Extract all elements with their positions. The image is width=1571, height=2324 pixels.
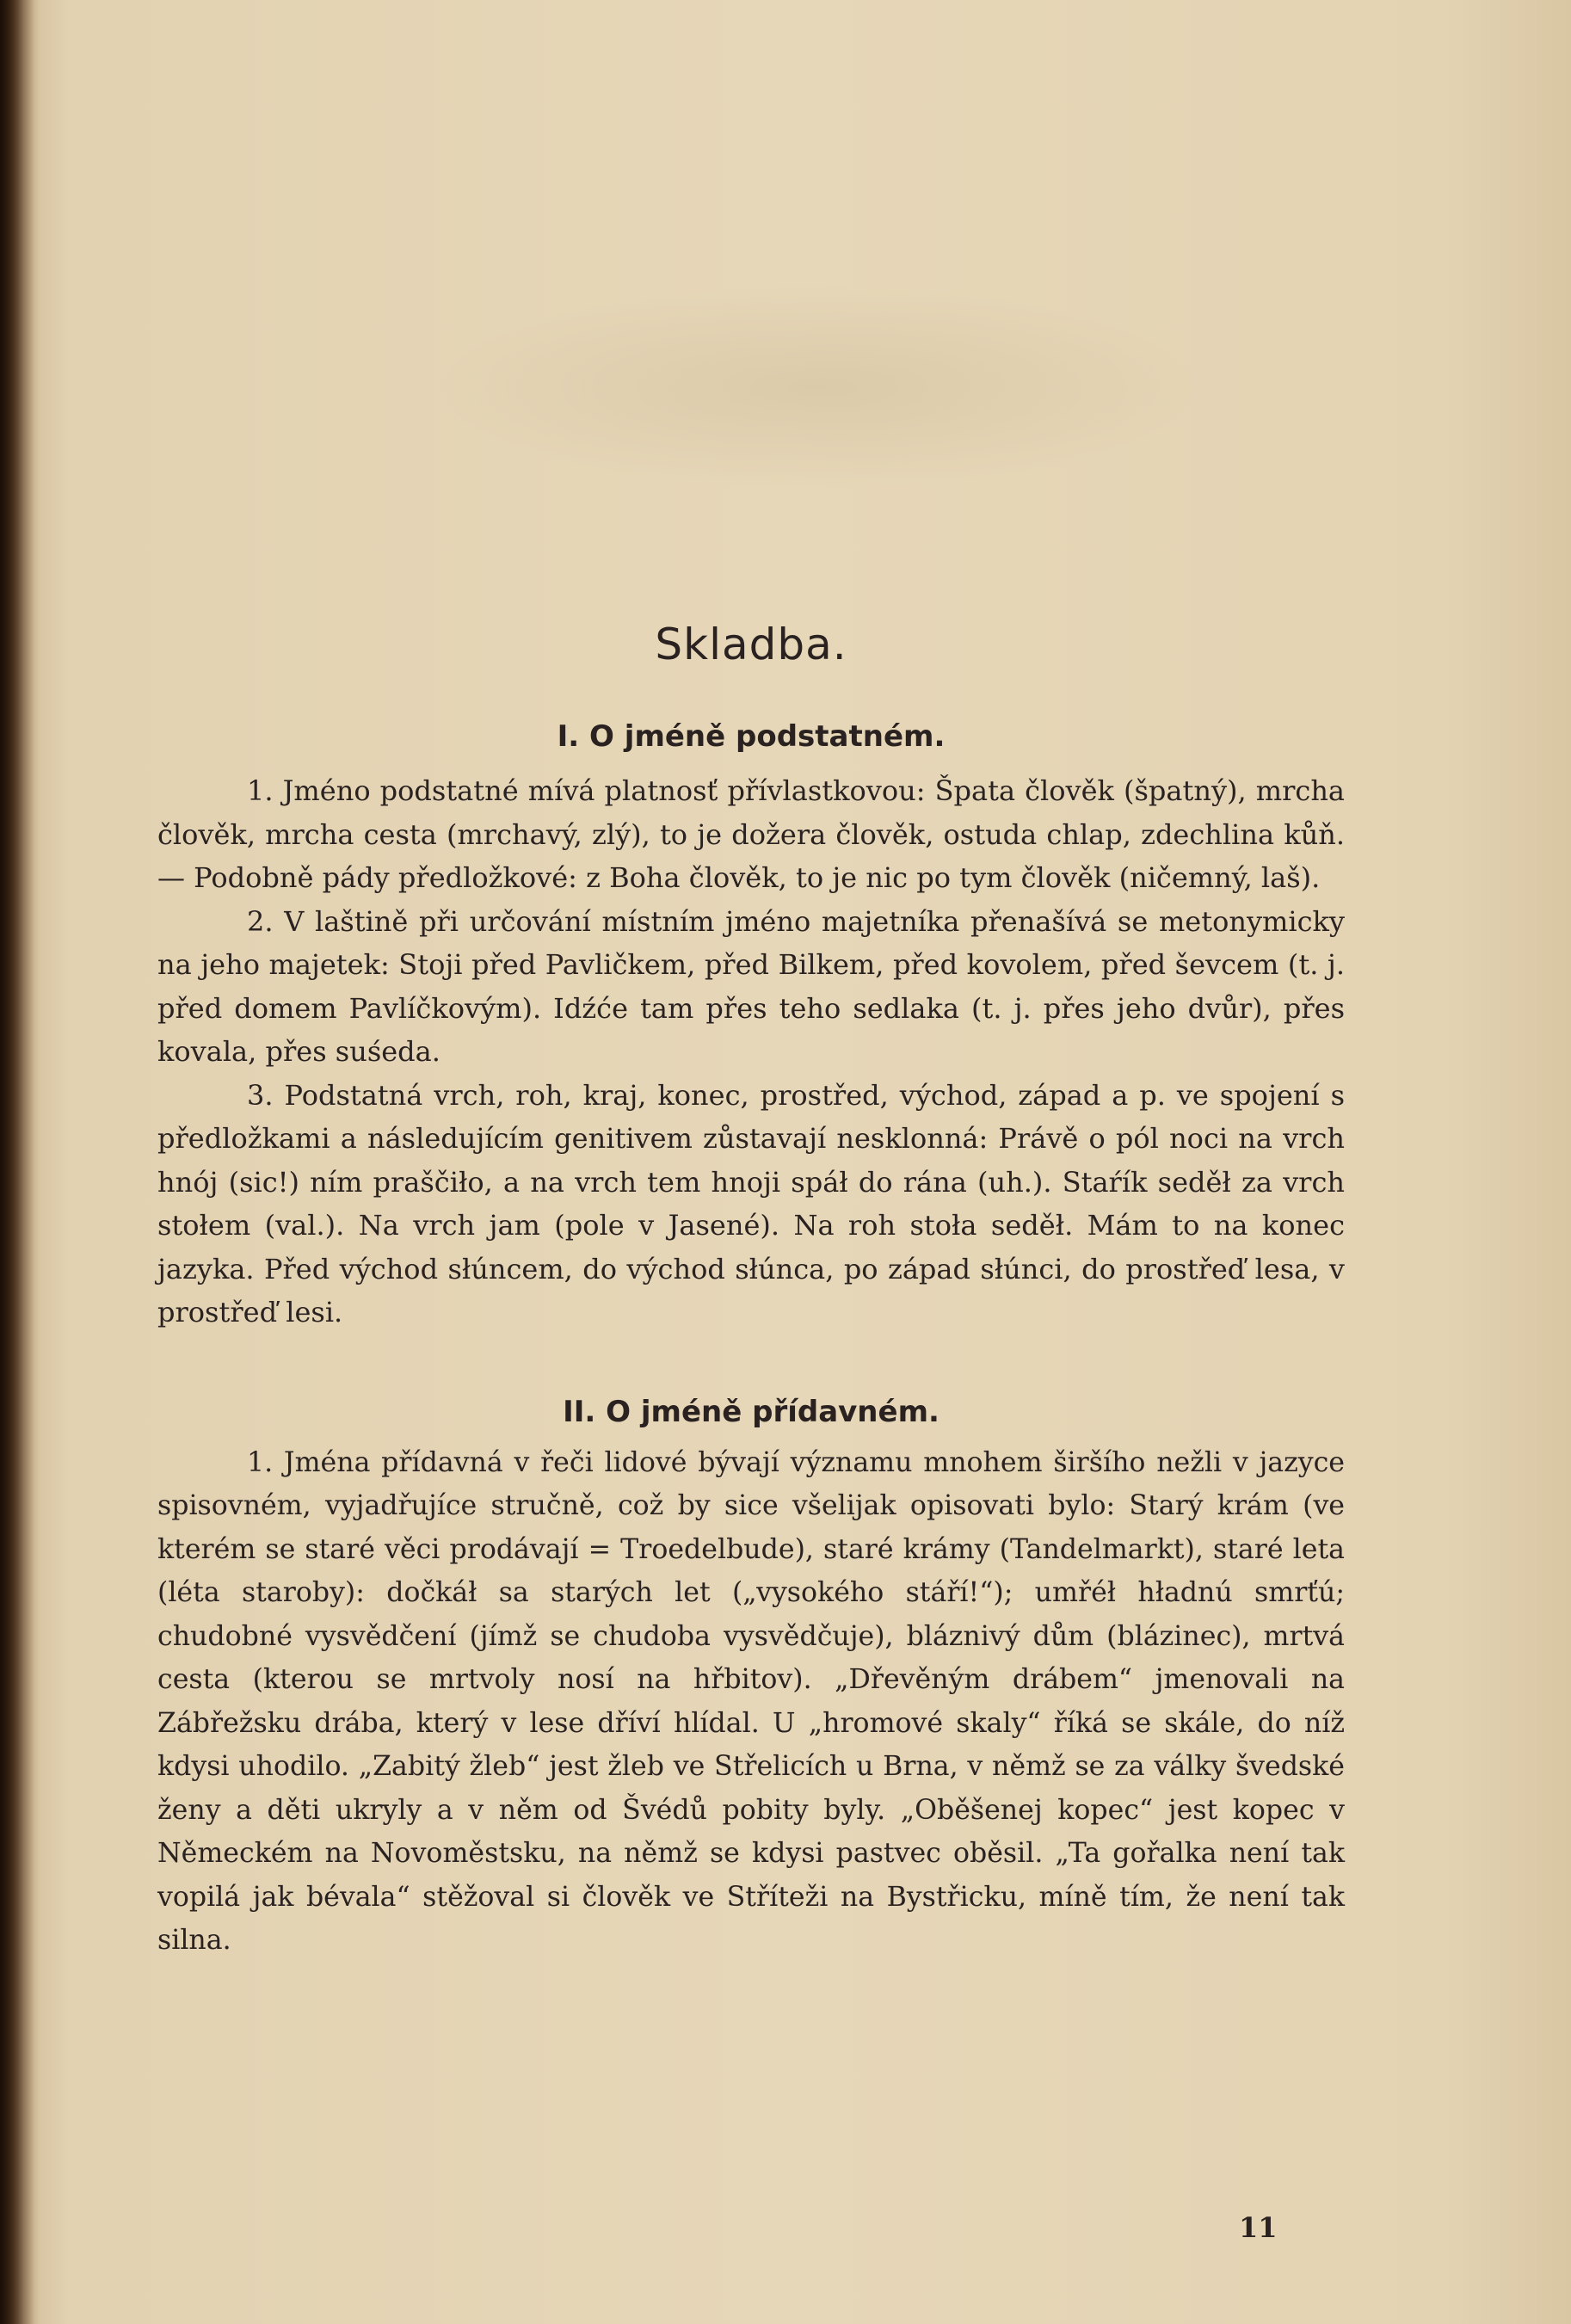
paragraph-noun-3: 3. Podstatná vrch, roh, kraj, konec, prostřed, východ, západ a p. ve spojení s předložkami a následujícím genitivem zůstavají nesklonná: Právě o pól noci na vrch hnój (sic!) ním praščiło, a na vrch tem hnoji spáł do rána (uh.). Staŕík seděł za vrch stołem (val.). Na vrch jam (pole v Jasené). Na roh stoła seděł. Mám to na konec jazyka. Před východ słúncem, do východ słúnca, po západ słúnci, do prostřeď lesa, v prostřeď lesi. (157, 1078, 1345, 1328)
book-spine-shadow (0, 0, 34, 2324)
paper-stain (430, 284, 1204, 490)
paragraph-adjective-1: 1. Jména přídavná v řeči lidové bývají významu mnohem širšího nežli v jazyce spisovném, vyjadřujíce stručně, což by sice všelijak opisovati bylo: Starý krám (ve kterém se staré věci prodávají = Troedelbude), staré krámy (Tandelmarkt), staré leta (léta staroby): dočkáł sa starých let („vysokého stáří!“); umřéł hładnú smrťú; chudobné vysvědčení (jímž se chudoba vysvědčuje), bláznivý dům (blázinec), mrtvá cesta (kterou se mrtvoly nosí na hřbitov). „Dřevěným drábem“ jmenovali na Zábřežsku drába, který v lese dříví hlídal. U „hromové skaly“ říká se skále, do níž kdysi uhodilo. „Zabitý žleb“ jest žleb ve Střelicích u Brna, v němž se za války švedské ženy a děti ukryly a v něm od Švédů pobity byly. „Oběšenej kopec“ jest kopec v Německém na Novoměstsku, na němž se kdysi pastvec oběsil. „Ta gořalka není tak vopilá jak bévala“ stěžoval si člověk ve Stříteži na Bystřicku, míně tím, že není tak silna. (157, 1446, 1345, 1956)
section-heading-adjective: II. O jméně přídavném. (563, 1394, 940, 1429)
page-content (157, 620, 1345, 1963)
paragraph-noun-1: 1. Jméno podstatné mívá platnosť přívlastkovou: Špata člověk (špatný), mrcha člověk, mrcha cesta (mrchavý, zlý), to je dožera člověk, ostuda chlap, zdechlina kůň. — Podobně pády předložkové: z Boha člověk, to je nic po tym člověk (ničemný, laš). (157, 774, 1345, 894)
chapter-title: Skladba. (655, 620, 847, 669)
paragraph-noun-2: 2. V laštině při určování místním jméno majetníka přenašívá se metonymicky na jeho majetek: Stoji před Pavličkem, před Bilkem, před kovolem, před ševcem (t. j. před domem Pavlíčkovým). Idźće tam přes teho sedlaka (t. j. přes jeho dvůr), přes kovala, přes suśeda. (157, 904, 1345, 1068)
section-heading-noun: I. O jméně podstatném. (557, 719, 946, 754)
page-number: 11 (1239, 2211, 1278, 2244)
